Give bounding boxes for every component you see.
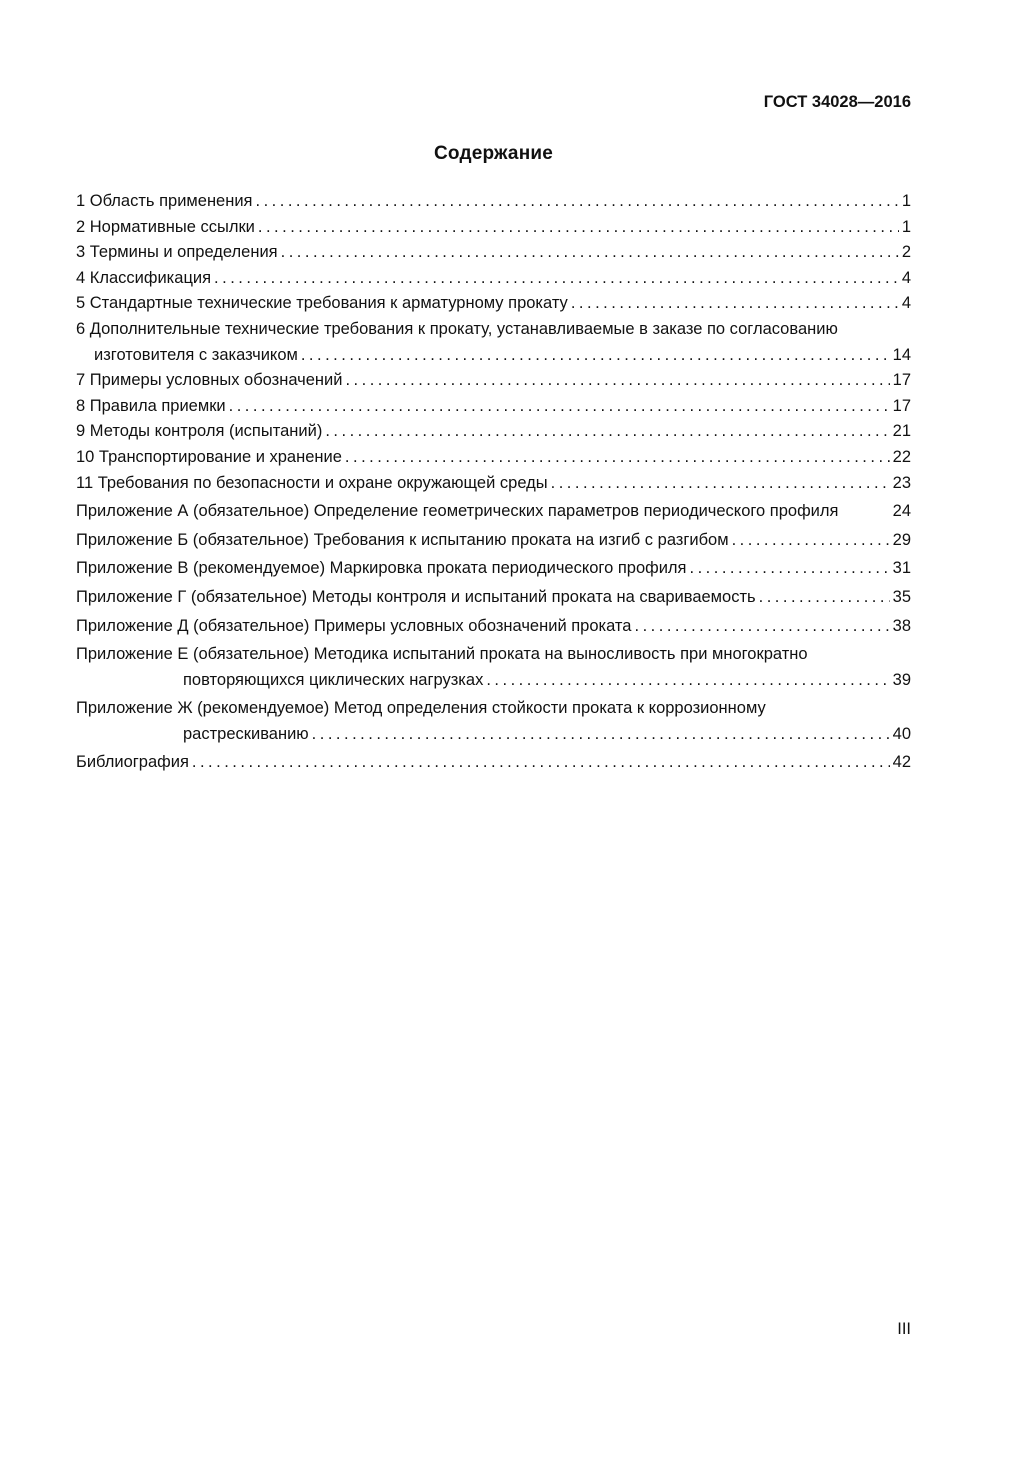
toc-page-number: 17 — [892, 396, 911, 415]
toc-entry-text: 6 Дополнительные технические требования к прокату, устанавливаемые в заказе по согласованию — [76, 319, 838, 338]
toc-entry — [76, 528, 911, 554]
toc-entry — [76, 750, 911, 776]
toc-entry-text: 10 Транспортирование и хранение — [76, 447, 342, 466]
toc-leader-dots — [214, 266, 899, 292]
toc-entry-text: Приложение Е (обязательное) Методика испытаний проката на выносливость при многократно — [76, 645, 808, 664]
toc-leader-dots — [312, 722, 890, 748]
toc-entry — [76, 215, 911, 241]
toc-entry — [76, 614, 911, 640]
folio-page-number: III — [897, 1320, 911, 1338]
toc-entry — [76, 394, 911, 420]
toc-entry-text: 11 Требования по безопасности и охране окружающей среды — [76, 473, 548, 492]
toc-entry — [76, 471, 911, 497]
toc-leader-dots — [229, 394, 890, 420]
toc-page-number: 4 — [901, 294, 911, 313]
toc-page-number: 23 — [892, 473, 911, 492]
page-header — [76, 92, 911, 112]
toc-page-number: 2 — [901, 243, 911, 262]
toc-entry-text: 5 Стандартные технические требования к арматурному прокату — [76, 294, 568, 313]
toc-entry-text: 4 Классификация — [76, 268, 212, 287]
toc-leader-dots — [634, 614, 889, 640]
toc-entry-text: 7 Примеры условных обозначений — [76, 371, 343, 390]
toc-entry — [76, 499, 911, 525]
table-of-contents — [76, 189, 911, 776]
toc-leader-dots — [689, 556, 889, 582]
toc-leader-dots — [192, 750, 890, 776]
toc-entry — [76, 585, 911, 611]
toc-leader-dots — [551, 471, 890, 497]
toc-page-number: 17 — [892, 371, 911, 390]
toc-entry — [76, 317, 911, 368]
page-title: Содержание — [433, 143, 554, 164]
toc-leader-dots — [759, 585, 890, 611]
toc-page-number: 24 — [892, 502, 911, 521]
toc-leader-dots — [256, 189, 899, 215]
toc-page-number: 1 — [901, 192, 911, 210]
toc-entry-text: Библиография — [76, 753, 189, 772]
toc-page-number: 29 — [892, 530, 911, 549]
toc-entry — [76, 368, 911, 394]
document-number: ГОСТ 34028—2016 — [763, 93, 911, 111]
toc-entry-text: 2 Нормативные ссылки — [76, 217, 255, 236]
toc-page-number: 1 — [901, 217, 911, 236]
toc-leader-dots — [301, 343, 890, 369]
toc-entry — [76, 445, 911, 471]
toc-entry-text: Приложение Ж (рекомендуемое) Метод определения стойкости проката к коррозионному — [76, 699, 766, 718]
toc-entry-text: 8 Правила приемки — [76, 396, 226, 415]
toc-entry — [76, 696, 911, 747]
toc-leader-dots — [345, 445, 890, 471]
toc-page-number: 14 — [892, 345, 911, 364]
toc-entry-text: 3 Термины и определения — [76, 243, 278, 262]
toc-entry — [76, 291, 911, 317]
toc-page-number: 38 — [892, 616, 911, 635]
toc-leader-dots — [486, 668, 889, 694]
toc-leader-dots — [345, 368, 889, 394]
toc-entry — [76, 556, 911, 582]
toc-page-number: 42 — [892, 753, 911, 772]
toc-entry-text: Приложение А (обязательное) Определение геометрических параметров периодического профиля — [76, 502, 839, 521]
toc-leader-dots — [571, 291, 899, 317]
toc-entry-text: Приложение Д (обязательное) Примеры условных обозначений проката — [76, 616, 632, 635]
toc-page-number: 21 — [892, 422, 911, 441]
toc-page-number: 40 — [892, 724, 911, 743]
toc-entry-text: Приложение В (рекомендуемое) Маркировка проката периодического профиля — [76, 559, 687, 578]
toc-entry — [76, 240, 911, 266]
toc-entry-continuation: повторяющихся циклических нагрузках — [183, 670, 484, 689]
toc-leader-dots — [281, 240, 899, 266]
toc-page-number: 4 — [901, 268, 911, 287]
toc-page-number: 22 — [892, 447, 911, 466]
toc-entry — [76, 266, 911, 292]
toc-page-number: 39 — [892, 670, 911, 689]
toc-entry-continuation: растрескиванию — [183, 724, 309, 743]
toc-entry-continuation: изготовителя с заказчиком — [94, 345, 298, 364]
toc-leader-dots — [841, 499, 889, 525]
toc-entry-text: Приложение Б (обязательное) Требования к испытанию проката на изгиб с разгибом — [76, 530, 729, 549]
toc-entry — [76, 419, 911, 445]
toc-page-number: 35 — [892, 587, 911, 606]
toc-leader-dots — [258, 215, 899, 241]
toc-entry-text: Приложение Г (обязательное) Методы контроля и испытаний проката на свариваемость — [76, 587, 756, 606]
toc-entry — [76, 189, 911, 215]
toc-entry — [76, 642, 911, 693]
toc-page-number: 31 — [892, 559, 911, 578]
toc-entry-text: 9 Методы контроля (испытаний) — [76, 422, 323, 441]
toc-leader-dots — [732, 528, 890, 554]
toc-leader-dots — [325, 419, 889, 445]
toc-entry-text: 1 Область применения — [76, 192, 253, 210]
